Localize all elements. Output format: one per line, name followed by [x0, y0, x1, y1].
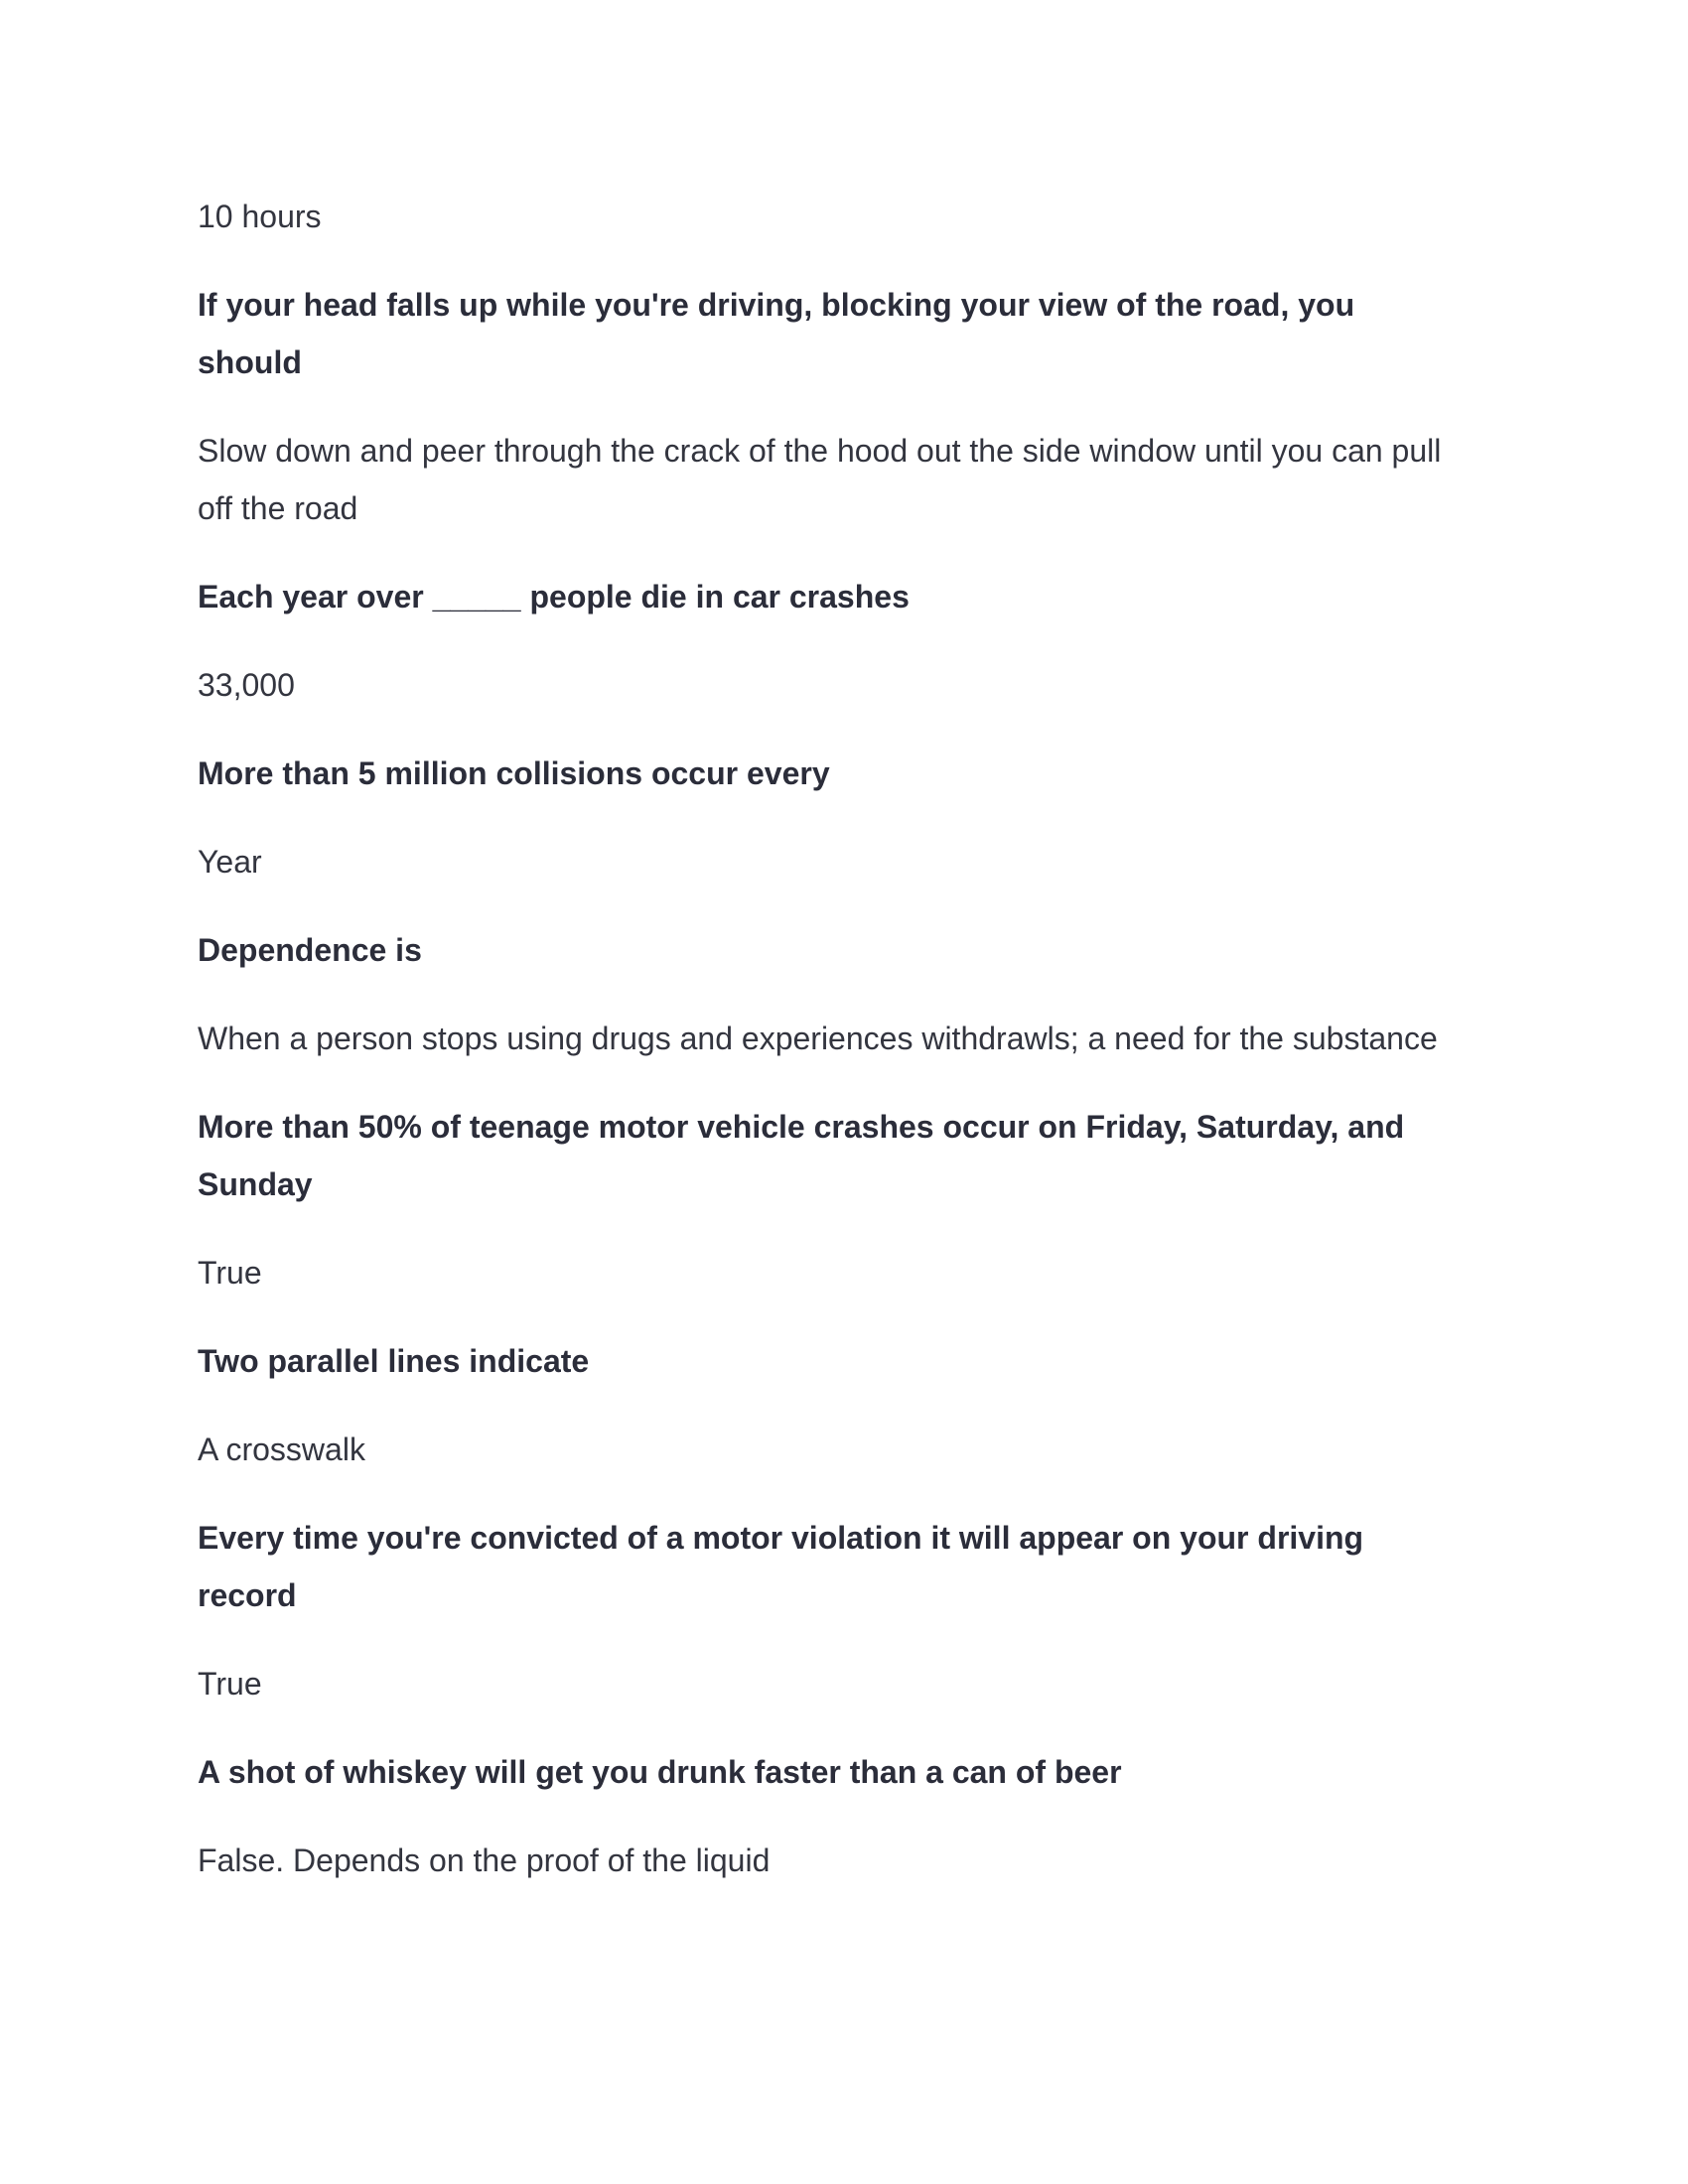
question-text: A shot of whiskey will get you drunk faster than a can of beer: [198, 1754, 1122, 1790]
answer-text: False. Depends on the proof of the liquid: [198, 1843, 771, 1878]
answer-text: 10 hours: [198, 199, 322, 234]
question-text: Every time you're convicted of a motor violation it will appear on your driving record: [198, 1520, 1364, 1613]
answer-text: Year: [198, 844, 262, 880]
document-body: [198, 188, 1461, 1920]
question-text: If your head falls up while you're driving, blocking your view of the road, you should: [198, 287, 1355, 380]
answer-text: 33,000: [198, 667, 295, 703]
question-text: More than 50% of teenage motor vehicle crashes occur on Friday, Saturday, and Sunday: [198, 1109, 1405, 1202]
answer-text: A crosswalk: [198, 1432, 365, 1467]
question-text: Two parallel lines indicate: [198, 1343, 590, 1379]
question-text: Each year over _____ people die in car crashes: [198, 579, 910, 614]
answer-text: Slow down and peer through the crack of the hood out the side window until you can pull off the road: [198, 433, 1442, 526]
answer-text: True: [198, 1666, 262, 1702]
question-text: Dependence is: [198, 932, 422, 968]
question-text: More than 5 million collisions occur every: [198, 755, 830, 791]
answer-text: When a person stops using drugs and experiences withdrawls; a need for the substance: [198, 1021, 1438, 1056]
answer-text: True: [198, 1255, 262, 1291]
